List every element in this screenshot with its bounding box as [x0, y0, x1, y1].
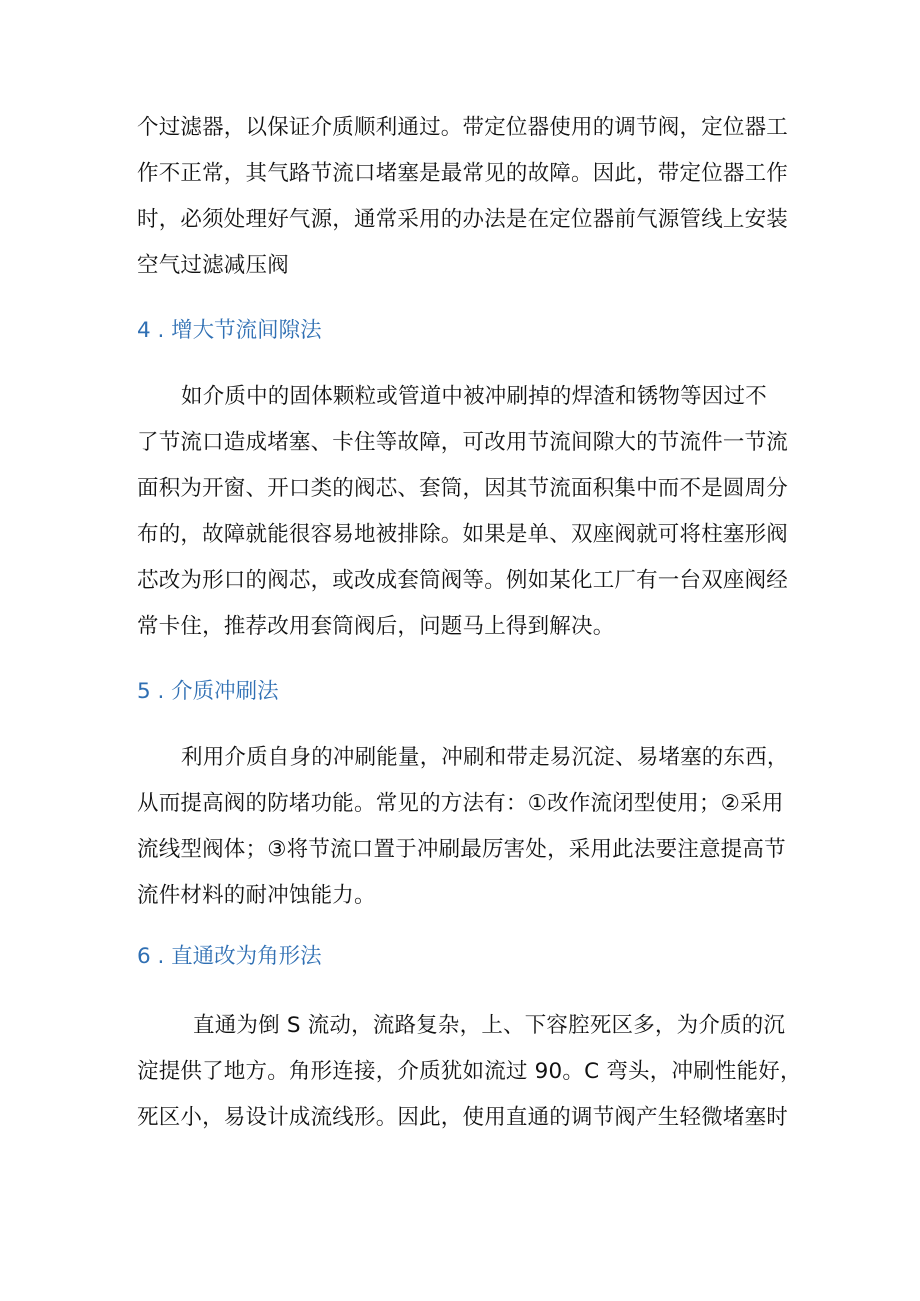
text-line: 死区小，易设计成流线形。因此，使用直通的调节阀产生轻微堵塞时	[137, 1105, 789, 1130]
text-line: 利用介质自身的冲刷能量，冲刷和带走易沉淀、易堵塞的东西，	[181, 745, 789, 770]
paragraph-medium-flush	[137, 735, 787, 919]
text-line: 了节流口造成堵塞、卡住等故障，可改用节流间隙大的节流件一节流	[137, 430, 789, 455]
text-line: 个过滤器，以保证介质顺利通过。带定位器使用的调节阀，定位器工	[137, 115, 789, 140]
text-line: 流件材料的耐冲蚀能力。	[137, 883, 376, 908]
paragraph-straight-to-angle	[137, 1003, 802, 1141]
text-line: 面积为开窗、开口类的阀芯、套筒，因其节流面积集中而不是圆周分	[137, 476, 789, 501]
text-line: 常卡住，推荐改用套筒阀后，问题马上得到解决。	[137, 614, 615, 639]
text-line: 直通为倒 S 流动，流路复杂，上、下容腔死区多，为介质的沉	[193, 1013, 786, 1038]
text-line: 布的，故障就能很容易地被排除。如果是单、双座阀就可将柱塞形阀	[137, 522, 789, 547]
text-line: 芯改为形口的阀芯，或改成套筒阀等。例如某化工厂有一台双座阀经	[137, 568, 789, 593]
section-heading-6: 6 . 直通改为角形法	[137, 944, 322, 969]
text-line: 从而提高阀的防堵功能。常见的方法有：①改作流闭型使用；②采用	[137, 791, 784, 816]
paragraph-enlarge-gap	[137, 374, 787, 650]
text-line: 时，必须处理好气源，通常采用的办法是在定位器前气源管线上安装	[137, 207, 789, 232]
section-heading-4: 4 . 增大节流间隙法	[137, 318, 322, 343]
text-line: 如介质中的固体颗粒或管道中被冲刷掉的焊渣和锈物等因过不	[181, 384, 767, 409]
text-line: 淀提供了地方。角形连接，介质犹如流过 90。C 弯头，冲刷性能好，	[137, 1059, 802, 1084]
text-line: 作不正常，其气路节流口堵塞是最常见的故障。因此，带定位器工作	[137, 161, 789, 186]
text-line: 空气过滤减压阀	[137, 253, 289, 278]
section-heading-5: 5 . 介质冲刷法	[137, 679, 279, 704]
paragraph-filter-continued	[137, 105, 787, 289]
text-line: 流线型阀体；③将节流口置于冲刷最厉害处，采用此法要注意提高节	[137, 837, 786, 862]
